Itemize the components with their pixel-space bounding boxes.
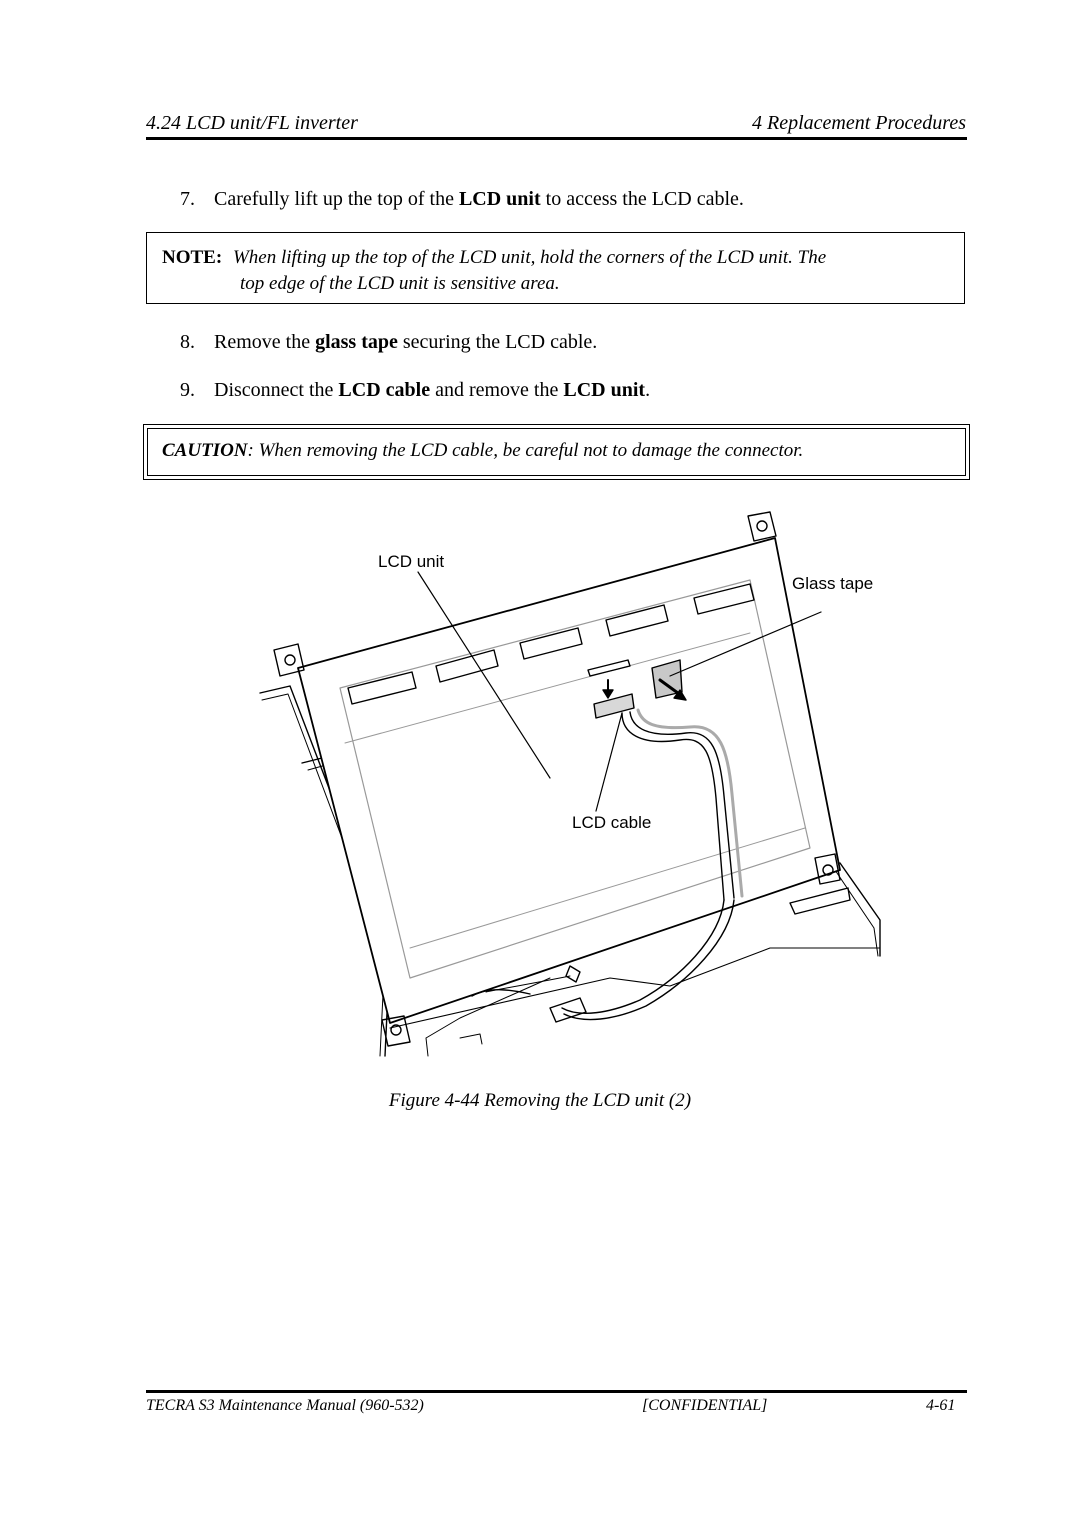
step-bold-term: LCD cable xyxy=(338,379,431,401)
footer-confidential: [CONFIDENTIAL] xyxy=(642,1397,768,1414)
page-header xyxy=(146,110,966,138)
step-text xyxy=(214,379,650,402)
step-text xyxy=(214,188,744,211)
step-text-part: Carefully lift up the top of the xyxy=(214,188,459,210)
bracket-top-right xyxy=(748,512,776,541)
note-label: NOTE: xyxy=(162,247,223,268)
bezel-small-tab xyxy=(460,1034,482,1044)
footer-rule xyxy=(146,1390,967,1393)
callout-lcd-cable: LCD cable xyxy=(572,813,652,832)
bezel-tab-right xyxy=(790,888,850,914)
footer-manual-title: TECRA S3 Maintenance Manual (960-532) xyxy=(146,1397,424,1414)
step-bold-term: glass tape xyxy=(315,331,398,353)
figure-caption: Figure 4-44 Removing the LCD unit (2) xyxy=(388,1090,692,1111)
header-rule xyxy=(146,137,967,140)
caution-text-line xyxy=(162,440,803,462)
step-text-part: Disconnect the xyxy=(214,379,339,401)
step-text-part: . xyxy=(645,379,651,401)
chapter-title: 4 Replacement Procedures xyxy=(752,112,966,134)
callout-glass-tape: Glass tape xyxy=(792,574,874,593)
step-text-part: securing the LCD cable. xyxy=(397,331,598,353)
note-text-1: When lifting up the top of the LCD unit, hold the corners of the LCD unit. The xyxy=(232,247,827,268)
step-number: 8. xyxy=(180,331,195,353)
bezel-right-inner xyxy=(835,870,878,956)
section-title: 4.24 LCD unit/FL inverter xyxy=(146,112,358,134)
screw-hole-top-right xyxy=(757,521,767,531)
step-bold-term: LCD unit xyxy=(458,188,541,210)
screw-hole-top-left xyxy=(285,655,295,665)
lcd-panel-outline xyxy=(298,538,840,1023)
bracket-top-left xyxy=(274,644,304,676)
step-text xyxy=(214,331,597,354)
caution-text: : When removing the LCD cable, be careful not to damage the connector. xyxy=(247,440,804,461)
footer-page-number: 4-61 xyxy=(926,1397,956,1414)
step-number: 7. xyxy=(180,188,195,210)
note-line-2: top edge of the LCD unit is sensitive area. xyxy=(240,273,560,294)
bezel-right xyxy=(840,863,880,956)
step-bold-term: LCD unit xyxy=(563,379,646,401)
note-line-1 xyxy=(162,247,826,269)
cable-clip xyxy=(566,966,580,982)
caution-label: CAUTION xyxy=(162,440,248,461)
step-number: 9. xyxy=(180,379,195,401)
step-text-part: to access the LCD cable. xyxy=(540,188,744,210)
callout-lcd-unit: LCD unit xyxy=(378,552,445,571)
step-text-part: and remove the xyxy=(430,379,564,401)
step-text-part: Remove the xyxy=(214,331,316,353)
